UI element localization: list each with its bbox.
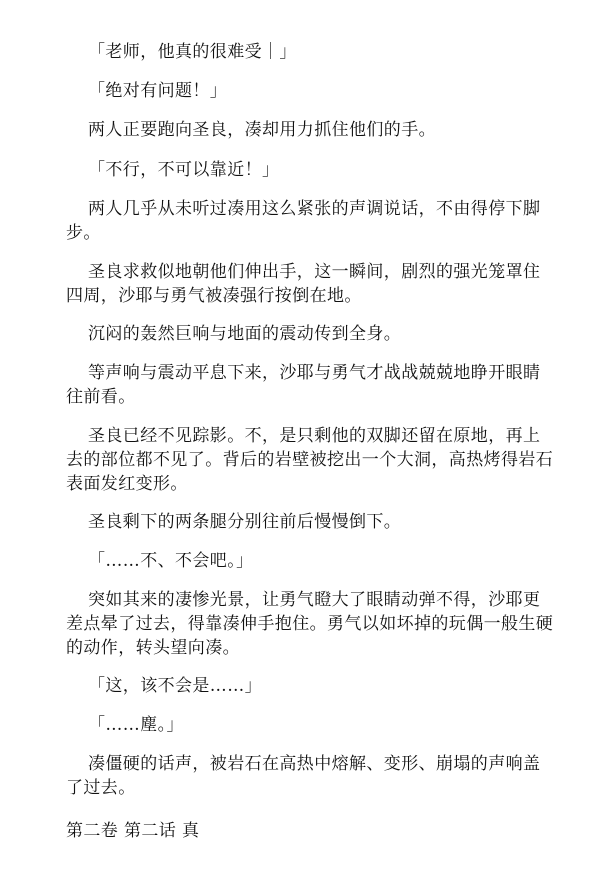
paragraph-7: 沉闷的轰然巨响与地面的震动传到全身。 xyxy=(88,324,402,344)
paragraph-14: 「……塵。」 xyxy=(88,715,184,735)
paragraph-3: 两人正要跑向圣良，凑却用力抓住他们的手。 xyxy=(88,120,436,140)
paragraph-8: 等声响与震动平息下来，沙耶与勇气才战战兢兢地睁开眼睛往前看。 xyxy=(66,363,541,407)
paragraph-15: 凑僵硬的话声，被岩石在高热中熔解、变形、崩塌的声响盖了过去。 xyxy=(66,754,541,798)
paragraph-6: 圣良求救似地朝他们伸出手，这一瞬间，剧烈的强光笼罩住四周，沙耶与勇气被凑强行按倒在地。 xyxy=(66,262,541,306)
paragraph-1: 「老师，他真的很难受｜」 xyxy=(88,42,297,62)
paragraph-12: 突如其来的凄惨光景，让勇气瞪大了眼睛动弹不得，沙耶更差点晕了过去，得靠凑伸手抱住。勇气以如坏掉的玩偶一般生硬的动作，转头望向凑。 xyxy=(66,590,554,658)
paragraph-9: 圣良已经不见踪影。不，是只剩他的双脚还留在原地，再上去的部位都不见了。背后的岩壁被挖出一个大洞，高热烤得岩石表面发红变形。 xyxy=(66,426,554,494)
paragraph-2: 「绝对有问题！」 xyxy=(88,81,228,101)
paragraph-5: 两人几乎从未听过凑用这么紧张的声调说话，不由得停下脚步。 xyxy=(66,199,541,243)
paragraph-10: 圣良剩下的两条腿分别往前后慢慢倒下。 xyxy=(88,512,402,532)
paragraph-13: 「这，该不会是……」 xyxy=(88,676,262,696)
paragraph-11: 「……不、不会吧。」 xyxy=(88,551,254,571)
chapter-heading: 第二卷 第二话 真 xyxy=(66,821,200,841)
paragraph-4: 「不行，不可以靠近！」 xyxy=(88,160,280,180)
